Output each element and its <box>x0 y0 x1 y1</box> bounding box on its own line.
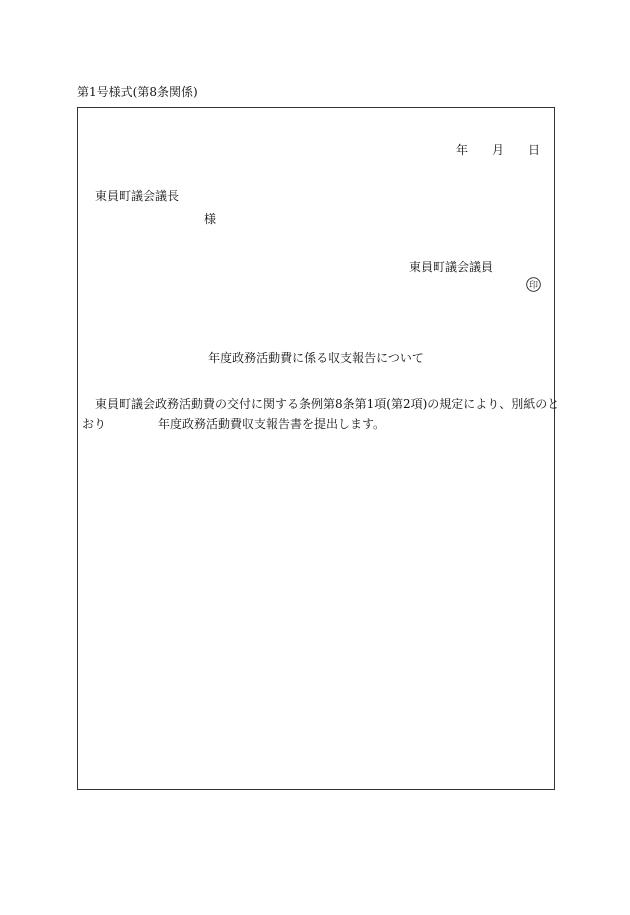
body-text <box>82 394 560 434</box>
body-line-2-end: 年度政務活動費収支報告書を提出します。 <box>158 417 386 431</box>
honorific: 様 <box>204 212 217 226</box>
body-line-2-start: おり <box>82 417 107 431</box>
addressee: 東員町議会議長 <box>95 189 180 203</box>
day-label: 日 <box>527 143 540 157</box>
seal-char: 印 <box>528 281 539 291</box>
body-line-2 <box>82 414 550 434</box>
sender-title: 東員町議会議員 <box>409 260 494 274</box>
form-number: 第1号様式(第8条関係) <box>77 85 198 99</box>
document-frame <box>77 107 560 790</box>
month-label: 月 <box>491 143 504 157</box>
date-line <box>456 141 540 158</box>
seal-icon <box>526 277 541 292</box>
subject-line: 年度政務活動費に係る収支報告について <box>208 351 424 365</box>
year-label: 年 <box>455 143 468 157</box>
body-line-1: 東員町議会政務活動費の交付に関する条例第8条第1項(第2項)の規定により、別紙のと <box>95 397 560 411</box>
